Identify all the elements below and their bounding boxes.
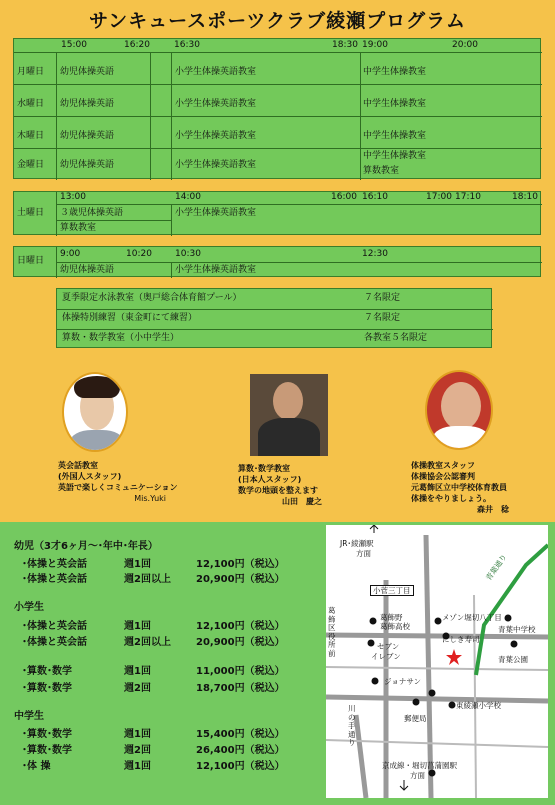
time-label: 12:30 [362,249,388,259]
time-label: 10:30 [175,249,201,259]
map-label: セブン [377,642,400,651]
map-label: 方面 [410,771,425,780]
map-label: JR･綾瀬駅 [340,539,374,548]
staff-photo-gymnastics [425,370,493,450]
class-cell: 幼児体操英語 [60,131,115,141]
price-row-value: 18,700円（税込） [196,683,285,694]
pricing-heading: 幼児（3才6ヶ月～･年中･年長） [14,541,158,552]
class-cell: 中学生体操教室 [363,99,427,109]
price-row-label: ･算数･数学 [22,745,72,756]
price-row-label: ･体操と英会話 [22,621,87,632]
map-label: ジョナサン [384,677,421,686]
price-row-freq: 週2回 [124,745,151,756]
time-label: 13:00 [60,192,86,202]
day-label: 土曜日 [17,208,45,218]
map-label: 小菅三丁目 [370,585,414,596]
day-label: 月曜日 [17,67,45,77]
staff-caption-math: 算数･数学教室 (日本人スタッフ) 数学の地頭を整えます 山田 慶之 [238,464,322,506]
time-label: 9:00 [60,249,81,259]
price-row-label: ･算数･数学 [22,666,72,677]
class-cell: 中学生体操教室 [363,151,427,161]
class-cell: 中学生体操教室 [363,131,427,141]
map-label: 青葉公園 [498,655,528,664]
price-row-value: 12,100円（税込） [196,559,285,570]
staff-caption-gymnastics: 体操教室スタッフ 体操協会公認審判 元葛飾区立中学校体育教員 体操をやりましょう。 森井 稔 [411,461,509,514]
time-label: 16:20 [124,40,150,50]
access-map [326,525,548,798]
class-cell: 中学生体操教室 [363,67,427,77]
special-class-name: 算数・数学教室（小中学生） [62,333,180,343]
map-label: 方面 [356,549,371,558]
price-row-label: ･算数･数学 [22,729,72,740]
price-row-value: 12,100円（税込） [196,761,285,772]
price-row-label: ･体操と英会話 [22,637,87,648]
class-cell: 幼児体操英語 [60,265,115,275]
price-row-value: 20,900円（税込） [196,637,285,648]
price-row-freq: 週1回 [124,621,151,632]
map-label: 東綾瀬小学校 [456,701,501,710]
time-label: 19:00 [362,40,388,50]
time-label: 20:00 [452,40,478,50]
class-cell: 幼児体操英語 [60,99,115,109]
map-label: 青葉中学校 [498,625,536,634]
price-row-label: ･算数･数学 [22,683,72,694]
day-label: 金曜日 [17,160,45,170]
price-row-freq: 週2回 [124,683,151,694]
time-label: 14:00 [175,192,201,202]
time-label: 17:10 [455,192,481,202]
pricing-heading: 小学生 [14,602,44,613]
day-label: 日曜日 [17,256,45,266]
price-row-freq: 週2回以上 [124,574,171,585]
day-label: 水曜日 [17,99,45,109]
map-label: 葛飾野 [380,613,403,622]
time-label: 16:00 [331,192,357,202]
price-row-label: ･体 操 [22,761,51,772]
class-cell: 算数教室 [363,166,400,176]
price-row-value: 15,400円（税込） [196,729,285,740]
price-row-label: ･体操と英会話 [22,574,87,585]
map-label: 葛飾高校 [380,622,410,631]
time-label: 16:10 [362,192,388,202]
time-label: 17:00 [426,192,452,202]
price-row-label: ･体操と英会話 [22,559,87,570]
time-label: 18:10 [512,192,538,202]
class-cell: 小学生体操英語教室 [175,99,257,109]
special-class-name: 体操特別練習（東金町にて練習） [62,313,198,323]
map-label: 青葉通り [484,552,509,583]
price-row-value: 12,100円（税込） [196,621,285,632]
price-row-freq: 週1回 [124,729,151,740]
map-label: メゾン堀切八丁目 [442,613,502,622]
map-label: 川の手通り [348,704,356,747]
page-title: サンキュースポーツクラブ綾瀬プログラム [89,10,466,32]
price-row-value: 20,900円（税込） [196,574,285,585]
price-row-value: 26,400円（税込） [196,745,285,756]
class-cell: 小学生体操英語教室 [175,67,257,77]
price-row-freq: 週1回 [124,666,151,677]
class-cell: 小学生体操英語教室 [175,160,257,170]
price-row-freq: 週2回以上 [124,637,171,648]
price-row-value: 11,000円（税込） [196,666,285,677]
class-cell: 算数教室 [60,223,97,233]
class-cell: 小学生体操英語教室 [175,208,257,218]
special-class-limit: ７名限定 [364,293,401,303]
staff-photo-english [62,372,128,452]
map-label: 京成線・堀切菖蒲園駅 [382,761,457,770]
map-label: 郵便局 [404,714,427,723]
class-cell: 小学生体操英語教室 [175,265,257,275]
class-cell: ３歳児体操英語 [60,208,124,218]
map-label: イレブン [371,652,401,661]
time-label: 15:00 [61,40,87,50]
time-label: 16:30 [174,40,200,50]
day-label: 木曜日 [17,131,45,141]
special-class-name: 夏季限定水泳教室（奥戸総合体育館プール） [62,293,242,303]
class-cell: 幼児体操英語 [60,67,115,77]
class-cell: 幼児体操英語 [60,160,115,170]
class-cell: 小学生体操英語教室 [175,131,257,141]
map-label: にしき寿司 [442,635,480,644]
staff-photo-math [250,374,328,456]
price-row-freq: 週1回 [124,559,151,570]
time-label: 18:30 [332,40,358,50]
pricing-heading: 中学生 [14,711,44,722]
special-class-limit: 各教室５名限定 [364,333,428,343]
time-label: 10:20 [126,249,152,259]
map-label: 葛飾区役所前 [328,606,336,658]
price-row-freq: 週1回 [124,761,151,772]
staff-caption-english: 英会話教室 (外国人スタッフ) 英語で楽しくコミュニケーション Mis.Yuki [58,461,178,503]
special-class-limit: ７名限定 [364,313,401,323]
